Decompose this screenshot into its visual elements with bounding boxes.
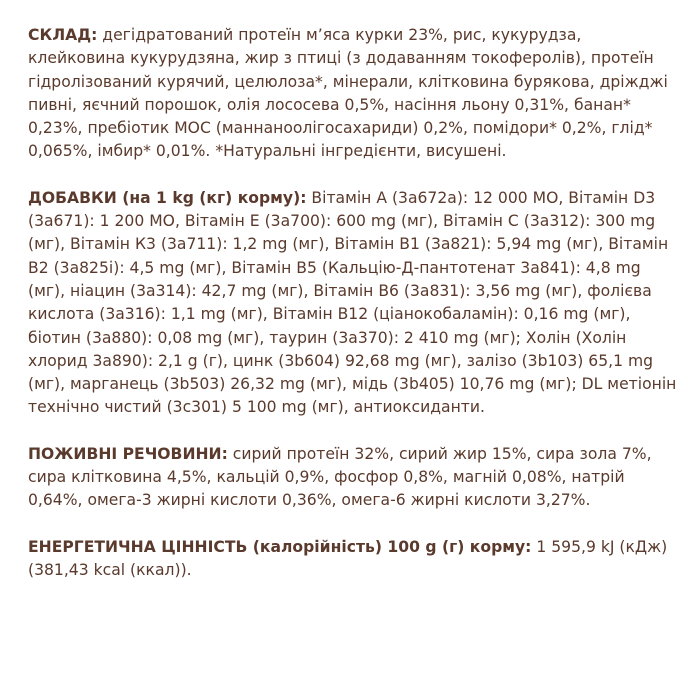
composition-section bbox=[28, 24, 678, 164]
composition-text: дегідратований протеїн м’яса курки 23%, рис, кукурудза, клейковина кукурудзяна, жир з птиці (з додаванням токоферолів), протеїн гідролізований курячий, целюлоза*, мінерали, клітковина бурякова, дріжджі пивні, яєчний порошок, олія лососева 0,5%, насіння льону 0,31%, банан* 0,23%, пребіотик МОС (маннаноолігосахариди) 0,2%, помідори* 0,2%, глід* 0,065%, імбир* 0,01%. *Натуральні інгредієнти, висушені. bbox=[28, 26, 668, 161]
nutrients-text: сирий протеїн 32%, сирий жир 15%, сира зола 7%, сира клітковина 4,5%, кальцій 0,9%, фосфор 0,8%, магній 0,08%, натрій 0,64%, омега-3 жирні кислоти 0,36%, омега-6 жирні кислоти 3,27%. bbox=[28, 444, 652, 510]
composition-heading: СКЛАД: bbox=[28, 26, 98, 44]
energy-section bbox=[28, 536, 678, 583]
energy-heading: ЕНЕРГЕТИЧНА ЦІННІСТЬ (калорійність) 100 g (г) корму: bbox=[28, 537, 532, 556]
additives-heading: ДОБАВКИ (на 1 kg (кг) корму): bbox=[28, 188, 307, 207]
additives-text: Вітамін А (3а672а): 12 000 МО, Вітамін D3 (3а671): 1 200 МО, Вітамін Е (3а700): 600 mg (мг), Вітамін С (3а312): 300 mg (мг), Вітамін К3 (3а711): 1,2 mg (мг), Вітамін В1 (3а821): 5,94 mg (мг), Вітамін В2 (3а825і): 4,5 mg (мг), Вітамін В5 (Кальцію-Д-пантотенат 3а841): 4,8 mg (мг), ніацин (3а314): 42,7 mg (мг), Вітамін В6 (3а831): 3,56 mg (мг), фолієва кислота (3а316): 1,1 mg (мг), Вітамін В12 (ціанокобаламін): 0,16 mg (мг), біотин (3а880): 0,08 mg (мг), таурин (3а370): 2 410 mg (мг); Холін (Холін хлорид 3а890): 2,1 g (г), цинк (3b604) 92,68 mg (мг), залізо (3b103) 65,1 mg (мг), марганець (3b503) 26,32 mg (мг), мідь (3b405) 10,76 mg (мг); DL метіонін технічно чистий (3с301) 5 100 mg (мг), антиоксиданти. bbox=[28, 188, 677, 417]
nutrients-section bbox=[28, 443, 678, 513]
additives-section bbox=[28, 187, 678, 420]
nutrients-heading: ПОЖИВНІ РЕЧОВИНИ: bbox=[28, 444, 228, 463]
energy-text: 1 595,9 kJ (кДж) (381,43 kcal (ккал)). bbox=[28, 537, 668, 579]
ingredients-document bbox=[28, 24, 678, 582]
